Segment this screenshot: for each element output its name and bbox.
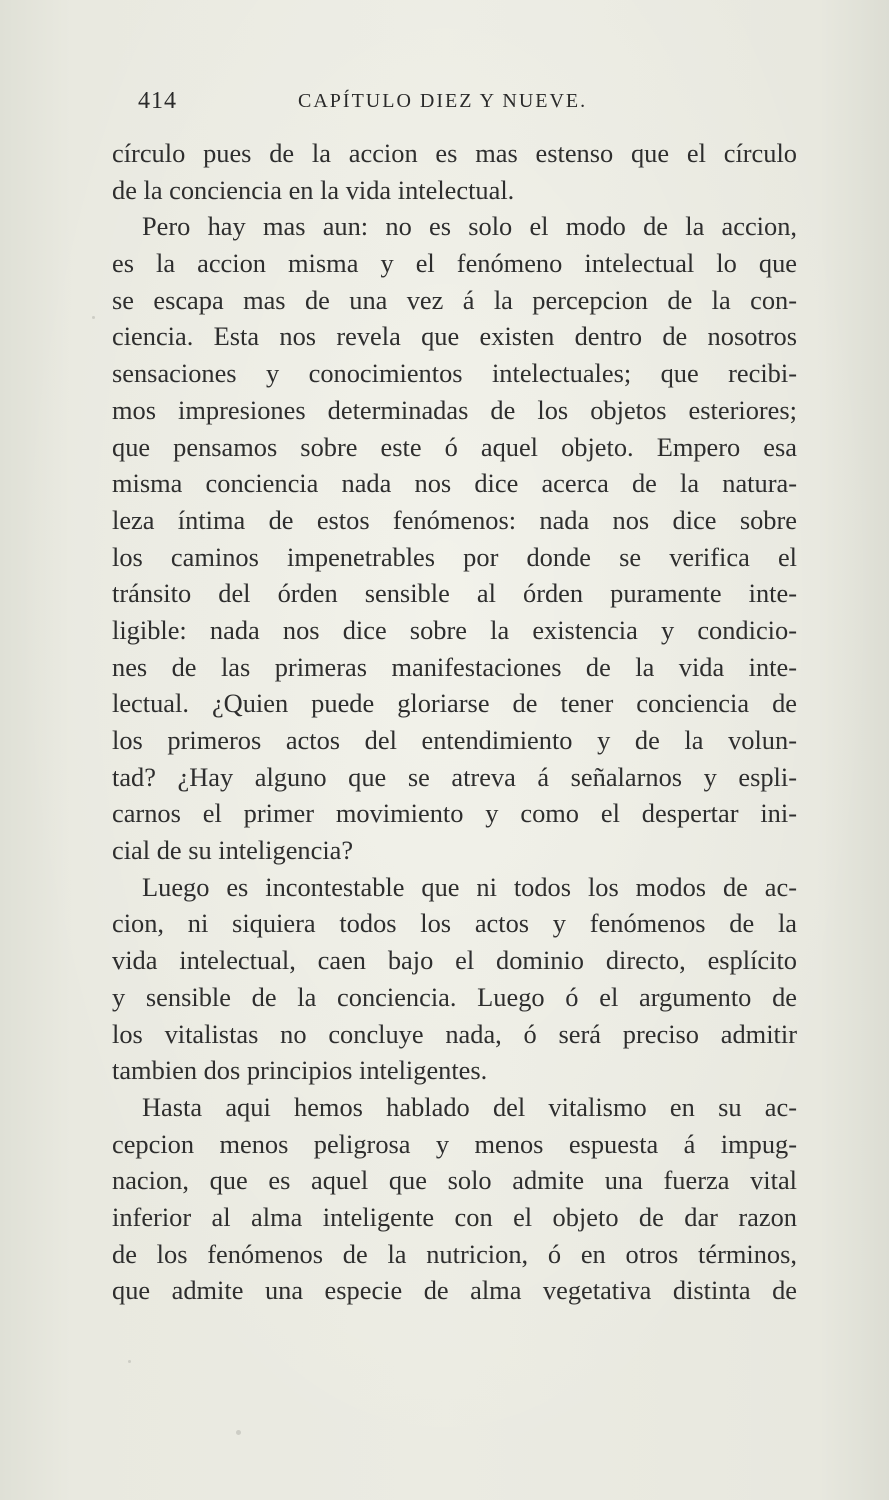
text-line: de la conciencia en la vida intelectual. bbox=[112, 174, 515, 205]
text-line: que pensamos sobre este ó aquel objeto. Empero esa bbox=[112, 431, 797, 462]
text-line: sensaciones y conocimientos intelectuales; que recibi- bbox=[112, 358, 797, 389]
paper-speck bbox=[128, 1360, 131, 1363]
paragraph-start-line: Pero hay mas aun: no es solo el modo de la accion, bbox=[142, 211, 797, 242]
text-line: tránsito del órden sensible al órden puramente inte- bbox=[112, 578, 797, 609]
text-line: ligible: nada nos dice sobre la existencia y condicio- bbox=[112, 614, 797, 645]
running-head: CAPÍTULO DIEZ Y NUEVE. bbox=[298, 90, 588, 112]
text-line: de los fenómenos de la nutricion, ó en otros términos, bbox=[112, 1238, 797, 1269]
text-line: nes de las primeras manifestaciones de la vida inte- bbox=[112, 651, 797, 682]
text-line: los vitalistas no concluye nada, ó será preciso admitir bbox=[112, 1018, 797, 1049]
page-header bbox=[138, 88, 798, 122]
page-number: 414 bbox=[138, 88, 177, 114]
text-line: círculo pues de la accion es mas estenso que el círculo bbox=[112, 138, 797, 168]
body-text bbox=[112, 135, 797, 1309]
text-line: los caminos impenetrables por donde se verifica el bbox=[112, 541, 797, 572]
text-line: nacion, que es aquel que solo admite una fuerza vital bbox=[112, 1165, 797, 1196]
text-line: leza íntima de estos fenómenos: nada nos dice sobre bbox=[112, 504, 797, 535]
text-line: se escapa mas de una vez á la percepcion de la con- bbox=[112, 284, 797, 315]
paper-speck bbox=[92, 316, 95, 319]
text-line: cion, ni siquiera todos los actos y fenómenos de la bbox=[112, 908, 797, 939]
text-line: que admite una especie de alma vegetativa distinta de bbox=[112, 1275, 797, 1306]
text-line: cial de su inteligencia? bbox=[112, 835, 354, 866]
text-line: vida intelectual, caen bajo el dominio directo, esplícito bbox=[112, 945, 797, 976]
text-line: mos impresiones determinadas de los objetos esteriores; bbox=[112, 394, 797, 425]
text-line: los primeros actos del entendimiento y de la volun- bbox=[112, 725, 797, 755]
text-line: misma conciencia nada nos dice acerca de la natura- bbox=[112, 468, 797, 499]
text-line: cepcion menos peligrosa y menos espuesta á impug- bbox=[112, 1128, 797, 1159]
text-line: tad? ¿Hay alguno que se atreva á señalarnos y espli- bbox=[112, 761, 797, 792]
text-line: inferior al alma inteligente con el objeto de dar razon bbox=[112, 1201, 797, 1232]
text-line: y sensible de la conciencia. Luego ó el argumento de bbox=[112, 981, 797, 1012]
paper-speck bbox=[236, 1430, 241, 1435]
paragraph-start-line: Luego es incontestable que ni todos los modos de ac- bbox=[142, 871, 797, 902]
text-line: lectual. ¿Quien puede gloriarse de tener conciencia de bbox=[112, 688, 797, 719]
text-line: tambien dos principios inteligentes. bbox=[112, 1055, 488, 1086]
text-line: ciencia. Esta nos revela que existen dentro de nosotros bbox=[112, 321, 797, 352]
text-line: es la accion misma y el fenómeno intelectual lo que bbox=[112, 248, 797, 279]
text-line: carnos el primer movimiento y como el despertar ini- bbox=[112, 798, 797, 829]
paragraph-start-line: Hasta aqui hemos hablado del vitalismo en su ac- bbox=[142, 1091, 797, 1122]
